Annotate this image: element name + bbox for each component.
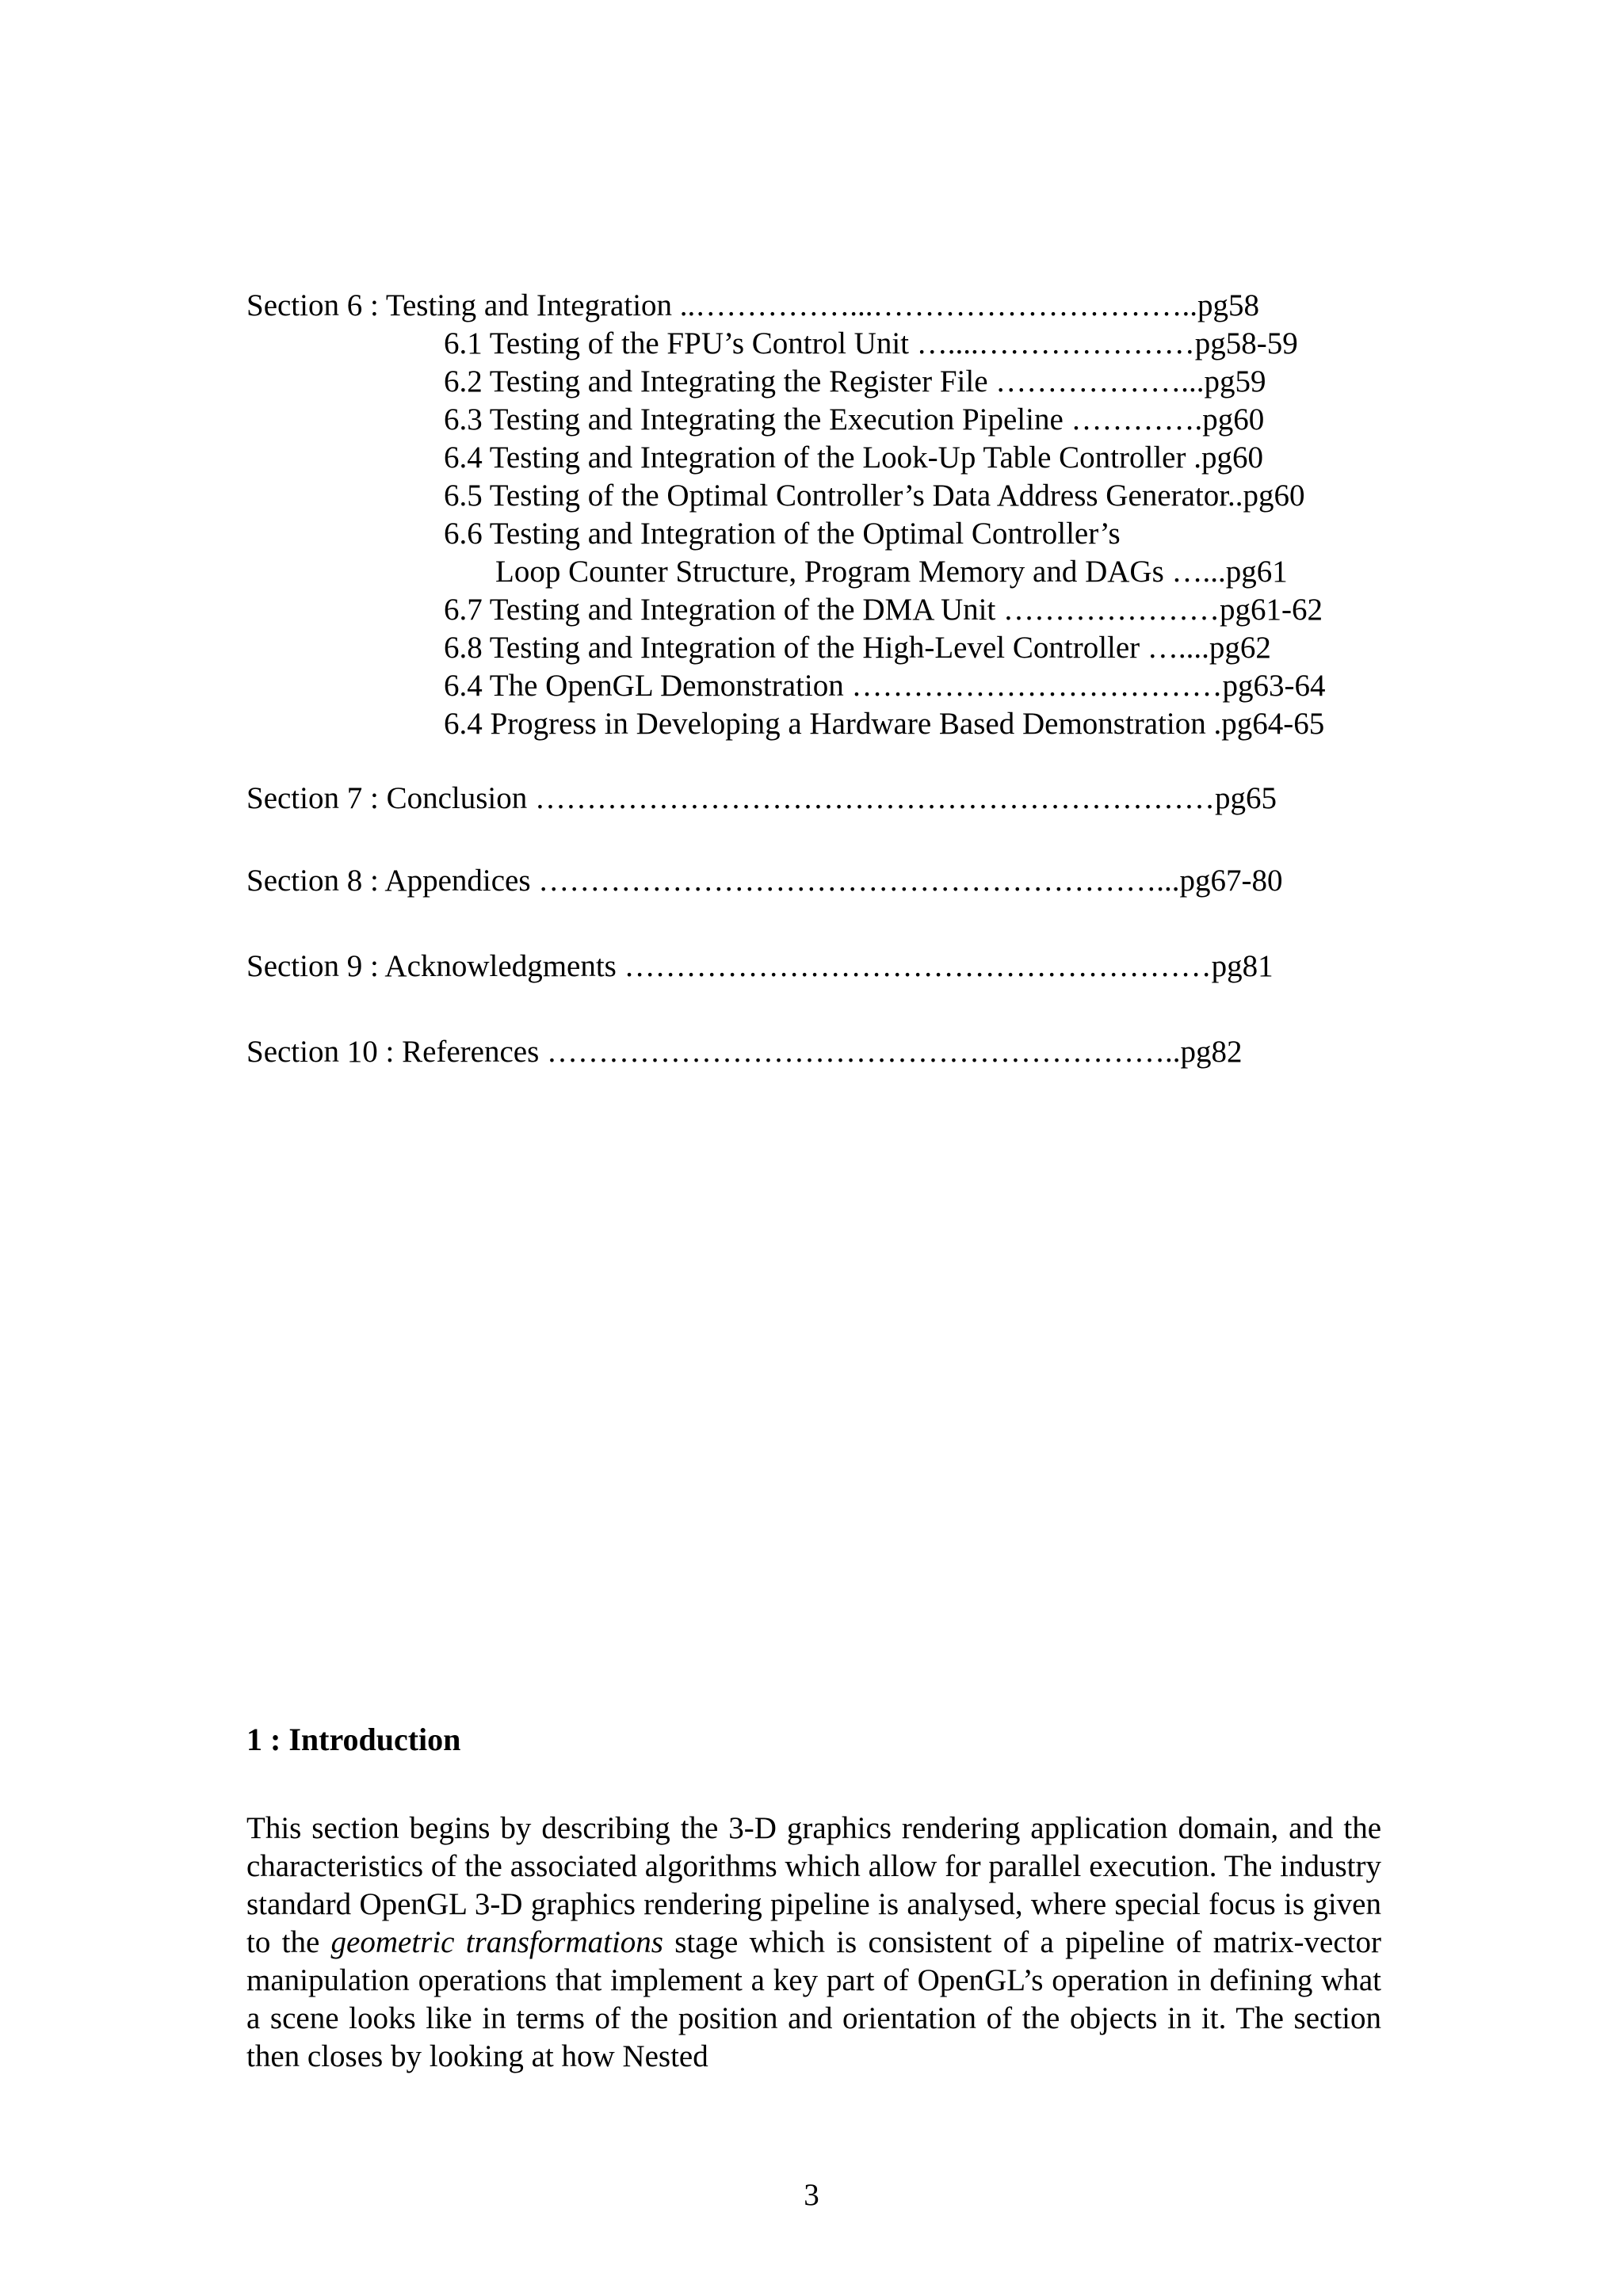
toc-section-8: Section 8 : Appendices ……………………………………………………...pg67-80 — [246, 864, 1283, 898]
toc-entry-6-4-opengl: 6.4 The OpenGL Demonstration ………………………………pg63-64 — [444, 669, 1326, 703]
intro-text-italic: geometric transformations — [330, 1925, 663, 1959]
toc-section-9: Section 9 : Acknowledgments …………………………………………………pg81 — [246, 949, 1274, 983]
page-number: 3 — [804, 2178, 819, 2212]
intro-text-part1: This section begins by describing the 3-D graphics rendering application domain, and the characteristics of the associated algorithms which allow for parallel execution. The industry standard OpenGL 3-D graphics rendering pipeline is analysed, where special focus is given to the — [246, 1811, 1381, 1959]
toc-entry-6-2: 6.2 Testing and Integrating the Register File ………………...pg59 — [444, 364, 1266, 399]
toc-entry-6-6-line2: Loop Counter Structure, Program Memory and DAGs …...pg61 — [495, 555, 1288, 589]
toc-entry-6-1: 6.1 Testing of the FPU’s Control Unit …....…………………pg58-59 — [444, 326, 1298, 360]
toc-section-7: Section 7 : Conclusion …………………………………………………………pg65 — [246, 781, 1277, 815]
toc-entry-6-4-lut: 6.4 Testing and Integration of the Look-Up Table Controller .pg60 — [444, 441, 1263, 475]
toc-entry-6-8: 6.8 Testing and Integration of the High-Level Controller …....pg62 — [444, 631, 1271, 665]
toc-section-10: Section 10 : References ……………………………………………………..pg82 — [246, 1035, 1243, 1069]
toc-section-6: Section 6 : Testing and Integration ..……………...…………………………..pg58 — [246, 288, 1260, 322]
toc-entry-6-7: 6.7 Testing and Integration of the DMA Unit …………………pg61-62 — [444, 593, 1323, 627]
toc-entry-6-5: 6.5 Testing of the Optimal Controller’s Data Address Generator..pg60 — [444, 479, 1305, 513]
introduction-heading: 1 : Introduction — [246, 1722, 461, 1757]
intro-text-part2: stage which is consistent of a pipeline of matrix-vector manipulation operations that implement a key part of OpenGL’s operation in defining what a scene looks like in terms of the position and orientation of the objects in it. The section then closes by looking at how Nested — [246, 1925, 1381, 2073]
toc-entry-6-6-line1: 6.6 Testing and Integration of the Optimal Controller’s — [444, 517, 1121, 551]
toc-entry-6-4-hardware: 6.4 Progress in Developing a Hardware Based Demonstration .pg64-65 — [444, 707, 1325, 741]
introduction-paragraph — [246, 1810, 1381, 2076]
toc-entry-6-3: 6.3 Testing and Integrating the Execution Pipeline ………….pg60 — [444, 402, 1265, 437]
